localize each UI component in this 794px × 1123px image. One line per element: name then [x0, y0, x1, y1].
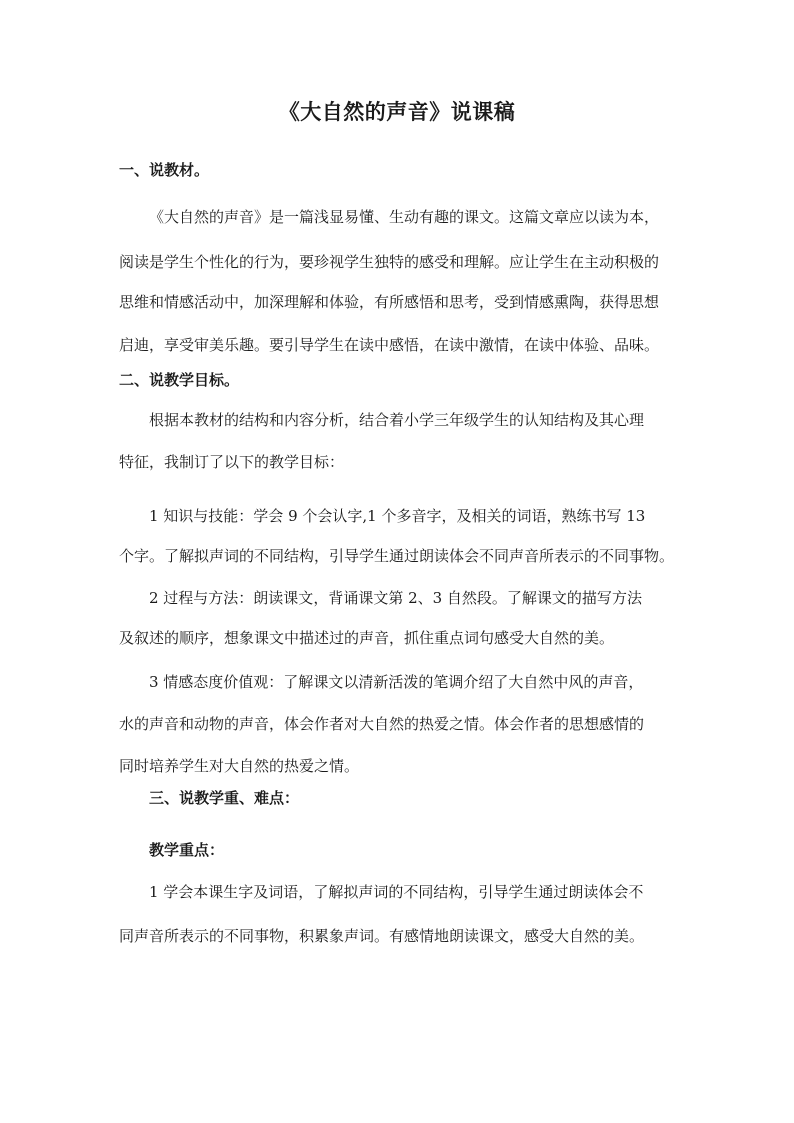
document-title: 《大自然的声音》说课稿: [278, 99, 516, 124]
paragraph-line: 思维和情感活动中，加深理解和体验，有所感悟和思考，受到情感熏陶，获得思想: [119, 293, 660, 311]
goal-line: 1 知识与技能：学会 9 个会认字,1 个多音字，及相关的词语，熟练书写 13: [149, 507, 646, 525]
goal-line: 同时培养学生对大自然的热爱之情。: [119, 757, 360, 775]
paragraph-line: 阅读是学生个性化的行为，要珍视学生独特的感受和理解。应让学生在主动积极的: [119, 253, 660, 271]
subheading-key-points: 教学重点：: [149, 841, 225, 859]
paragraph-line: 《大自然的声音》是一篇浅显易懂、生动有趣的课文。这篇文章应以读为本，: [149, 208, 660, 226]
paragraph-line: 同声音所表示的不同事物，积累象声词。有感情地朗读课文，感受大自然的美。: [119, 927, 645, 945]
section-heading-teaching-goals: 二、说教学目标。: [119, 371, 240, 389]
goal-line: 及叙述的顺序，想象课文中描述过的声音，抓住重点词句感受大自然的美。: [119, 629, 615, 647]
goal-line: 3 情感态度价值观：了解课文以清新活泼的笔调介绍了大自然中风的声音，: [149, 673, 644, 691]
paragraph-line: 1 学会本课生字及词语，了解拟声词的不同结构，引导学生通过朗读体会不: [149, 883, 644, 901]
section-heading-key-difficult-points: 三、说教学重、难点：: [149, 789, 300, 807]
goal-line: 水的声音和动物的声音，体会作者对大自然的热爱之情。体会作者的思想感情的: [119, 715, 645, 733]
paragraph-line: 根据本教材的结构和内容分析，结合着小学三年级学生的认知结构及其心理: [149, 411, 645, 429]
paragraph-line: 特征，我制订了以下的教学目标：: [119, 453, 345, 471]
section-heading-teaching-material: 一、说教材。: [119, 161, 210, 179]
paragraph-line: 启迪，享受审美乐趣。要引导学生在读中感悟，在读中激情，在读中体验、品味。: [119, 336, 660, 354]
goal-line: 个字。了解拟声词的不同结构，引导学生通过朗读体会不同声音所表示的不同事物。: [119, 547, 675, 565]
goal-line: 2 过程与方法：朗读课文，背诵课文第 2、3 自然段。了解课文的描写方法: [149, 589, 642, 607]
